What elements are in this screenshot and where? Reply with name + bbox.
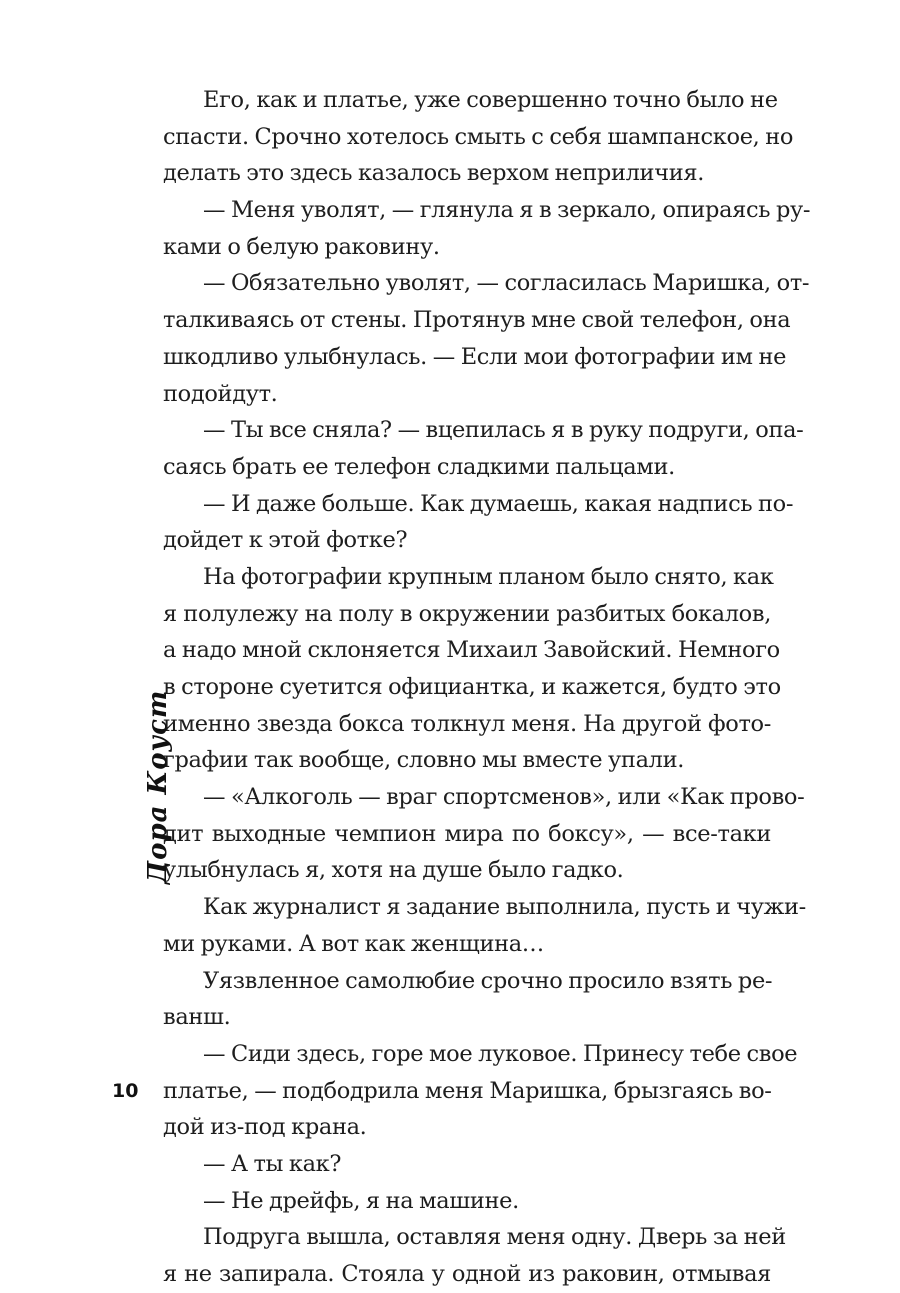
text-line: Уязвленное самолюбие срочно просило взять ре- (203, 967, 773, 994)
text-line: я полулежу на полу в окружении разбитых бокалов, (163, 600, 771, 627)
text-line: а надо мной склоняется Михаил Завойский. Немного (163, 637, 780, 664)
text-line: ками о белую раковину. (163, 233, 440, 260)
author-name: Дора Коуст (143, 689, 173, 884)
text-line: я не запирала. Стояла у одной из раковин, отмывая (163, 1261, 771, 1287)
text-line: талкиваясь от стены. Протянув мне свой телефон, она (163, 307, 791, 334)
text-line: платье, — подбодрила меня Маришка, брызгаясь во- (163, 1077, 772, 1104)
text-line: — Сиди здесь, горе мое луковое. Принесу тебе свое (203, 1040, 798, 1067)
body-text (163, 82, 811, 1293)
text-line: ванш. (163, 1004, 231, 1031)
text-line: ми руками. А вот как женщина… (163, 930, 544, 957)
text-line: — Обязательно уволят, — согласилась Маришка, от- (203, 270, 810, 297)
text-line: спасти. Срочно хотелось смыть с себя шампанское, но (163, 123, 794, 150)
text-line: — «Алкоголь — враг спортсменов», или «Как прово- (203, 784, 805, 811)
text-line: — И даже больше. Как думаешь, какая надпись по- (203, 490, 794, 517)
text-line: Его, как и платье, уже совершенно точно было не (203, 87, 778, 113)
text-line: дойдет к этой фотке? (163, 527, 408, 554)
text-line: подойдут. (163, 380, 278, 407)
text-line: в стороне суетится официантка, и кажется, будто это (163, 674, 781, 700)
text-line: Подруга вышла, оставляя меня одну. Дверь за ней (203, 1224, 786, 1251)
text-line: улыбнулась я, хотя на душе было гадко. (163, 857, 624, 884)
text-line: — А ты как? (203, 1150, 342, 1177)
text-line: делать это здесь казалось верхом неприличия. (163, 160, 705, 187)
text-line: — Меня уволят, — глянула я в зеркало, опираясь ру- (203, 197, 811, 224)
text-line: — Ты все сняла? — вцепилась я в руку подруги, опа- (203, 417, 804, 444)
text-line: шкодливо улыбнулась. — Если мои фотографии им не (163, 343, 787, 370)
text-line: Как журналист я задание выполнила, пусть и чужи- (203, 894, 806, 921)
text-line: — Не дрейфь, я на машине. (203, 1187, 519, 1214)
text-line: На фотографии крупным планом было снято, как (203, 563, 774, 590)
text-line: саясь брать ее телефон сладкими пальцами. (163, 453, 675, 480)
text-line: дой из-под крана. (163, 1114, 367, 1141)
text-line: именно звезда бокса толкнул меня. На другой фото- (163, 710, 771, 737)
text-line: дит выходные чемпион мира по боксу», — все-таки (163, 820, 771, 847)
text-line: графии так вообще, словно мы вместе упали. (163, 747, 685, 774)
page-number: 10 (112, 1080, 139, 1102)
